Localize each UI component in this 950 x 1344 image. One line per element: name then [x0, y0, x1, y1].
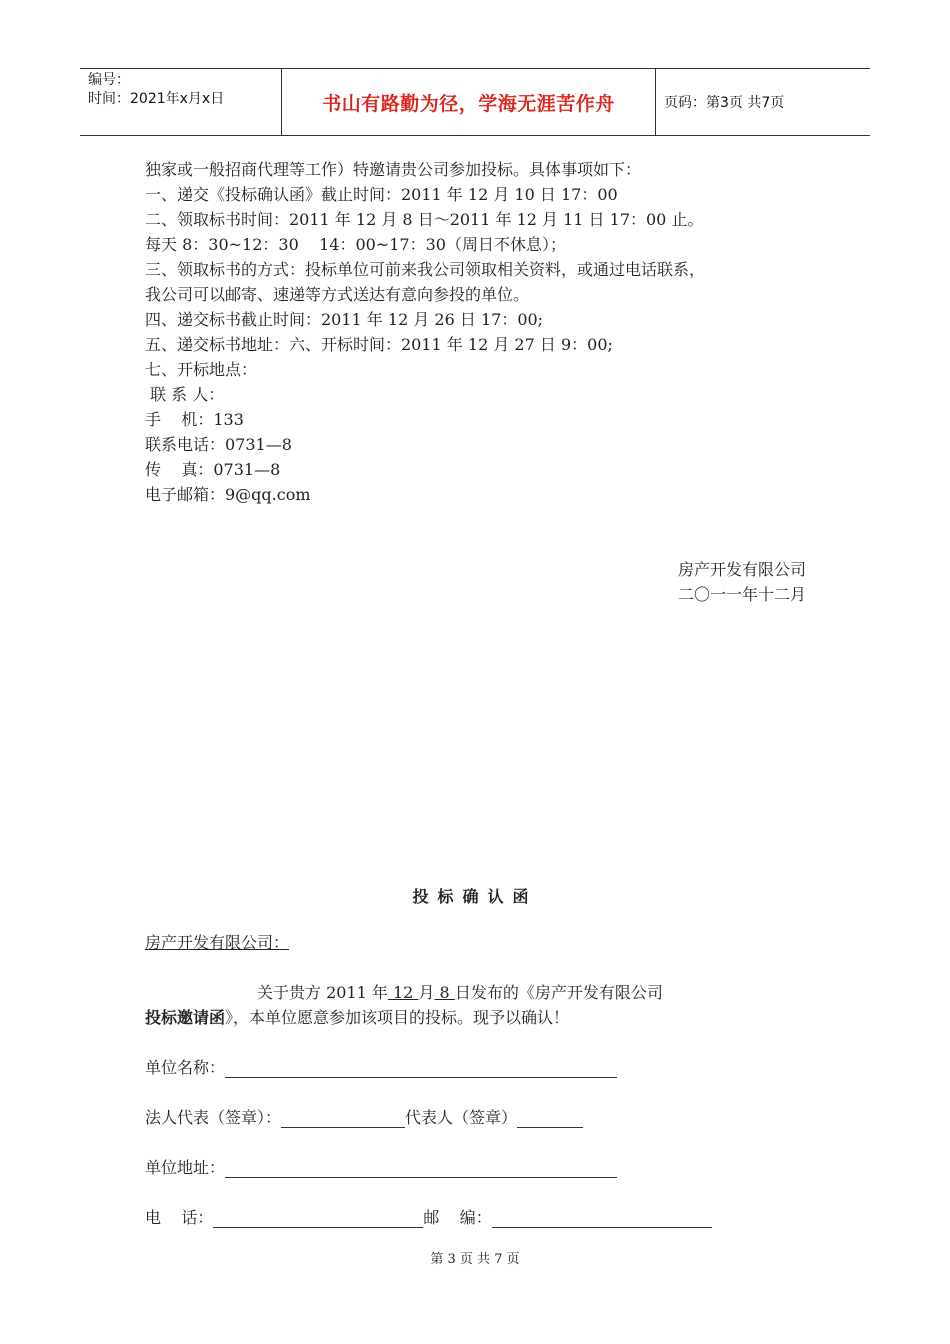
phone-blank[interactable] [213, 1211, 423, 1228]
page-footer: 第 3 页 共 7 页 [430, 1252, 520, 1267]
phone-line: 联系电话：0731—8 [145, 435, 292, 454]
unit-name-label: 单位名称： [145, 1058, 226, 1077]
body-line: 七、开标地点： [145, 360, 258, 379]
para1-prefix: 关于贵方 2011 年 [257, 983, 388, 1002]
legal-rep-blank[interactable] [281, 1111, 405, 1128]
confirmation-addressee: 房产开发有限公司： [145, 933, 290, 952]
body-line: 我公司可以邮寄、速递等方式送达有意向参投的单位。 [145, 285, 530, 304]
confirmation-paragraph-line2 [145, 1008, 569, 1028]
body-line: 一、递交《投标确认函》截止时间：2011 年 12 月 10 日 17：00 [145, 185, 618, 204]
page-header [80, 68, 870, 136]
body-line: 三、领取标书的方式：投标单位可前来我公司领取相关资料，或通过电话联系， [145, 260, 706, 279]
signature-company: 房产开发有限公司 [677, 560, 806, 579]
body-line: 二、领取标书时间：2011 年 12 月 8 日～2011 年 12 月 11 日 17：00 止。 [145, 210, 704, 229]
postcode-blank[interactable] [492, 1211, 712, 1228]
phone-postcode-row [145, 1208, 712, 1228]
signature-date: 二〇一一年十二月 [677, 585, 806, 604]
para2-rest: 》，本单位愿意参加该项目的投标。现予以确认！ [225, 1008, 570, 1027]
unit-name-blank[interactable] [225, 1061, 617, 1078]
body-line: 四、递交标书截止时间：2011 年 12 月 26 日 17：00; [145, 310, 544, 329]
mobile-line: 手 机：133 [145, 410, 244, 429]
body-line: 五、递交标书地址：六、开标时间：2011 年 12 月 27 日 9：00; [145, 335, 613, 354]
unit-address-label: 单位地址： [145, 1158, 226, 1177]
agent-label: 代表人（签章） [405, 1108, 518, 1127]
number-label: 编号： [88, 72, 130, 88]
para2-bold: 投标邀请函 [145, 1008, 226, 1027]
legal-rep-label: 法人代表（签章）： [145, 1108, 282, 1127]
confirmation-title: 投标确认函 [412, 887, 538, 906]
para1-mid: 月 [418, 983, 435, 1002]
body-line: 每天 8：30~12：30 14：00~17：30（周日不休息）； [145, 235, 566, 254]
agent-blank[interactable] [517, 1111, 583, 1128]
unit-name-row [145, 1058, 617, 1078]
postcode-label: 邮 编： [423, 1208, 492, 1227]
contact-person-line: 联 系 人： [145, 385, 225, 404]
para1-day: 8 [434, 983, 455, 1002]
unit-address-row [145, 1158, 617, 1178]
para1-month: 12 [387, 983, 419, 1002]
header-page-label: 页码：第3页 共7页 [664, 95, 785, 111]
phone-label: 电 话： [145, 1208, 214, 1227]
time-label: 时间：2021年x月x日 [88, 91, 225, 107]
body-line: 独家或一般招商代理等工作）特邀请贵公司参加投标。具体事项如下： [145, 160, 642, 179]
header-motto: 书山有路勤为径，学海无涯苦作舟 [282, 69, 656, 135]
confirmation-paragraph-line1 [257, 983, 663, 1003]
para1-suffix: 日发布的《房产开发有限公司 [454, 983, 663, 1002]
fax-line: 传 真：0731—8 [145, 460, 281, 479]
unit-address-blank[interactable] [225, 1161, 617, 1178]
email-line: 电子邮箱：9@qq.com [145, 485, 311, 504]
header-meta [80, 69, 282, 135]
legal-rep-row [145, 1108, 583, 1128]
